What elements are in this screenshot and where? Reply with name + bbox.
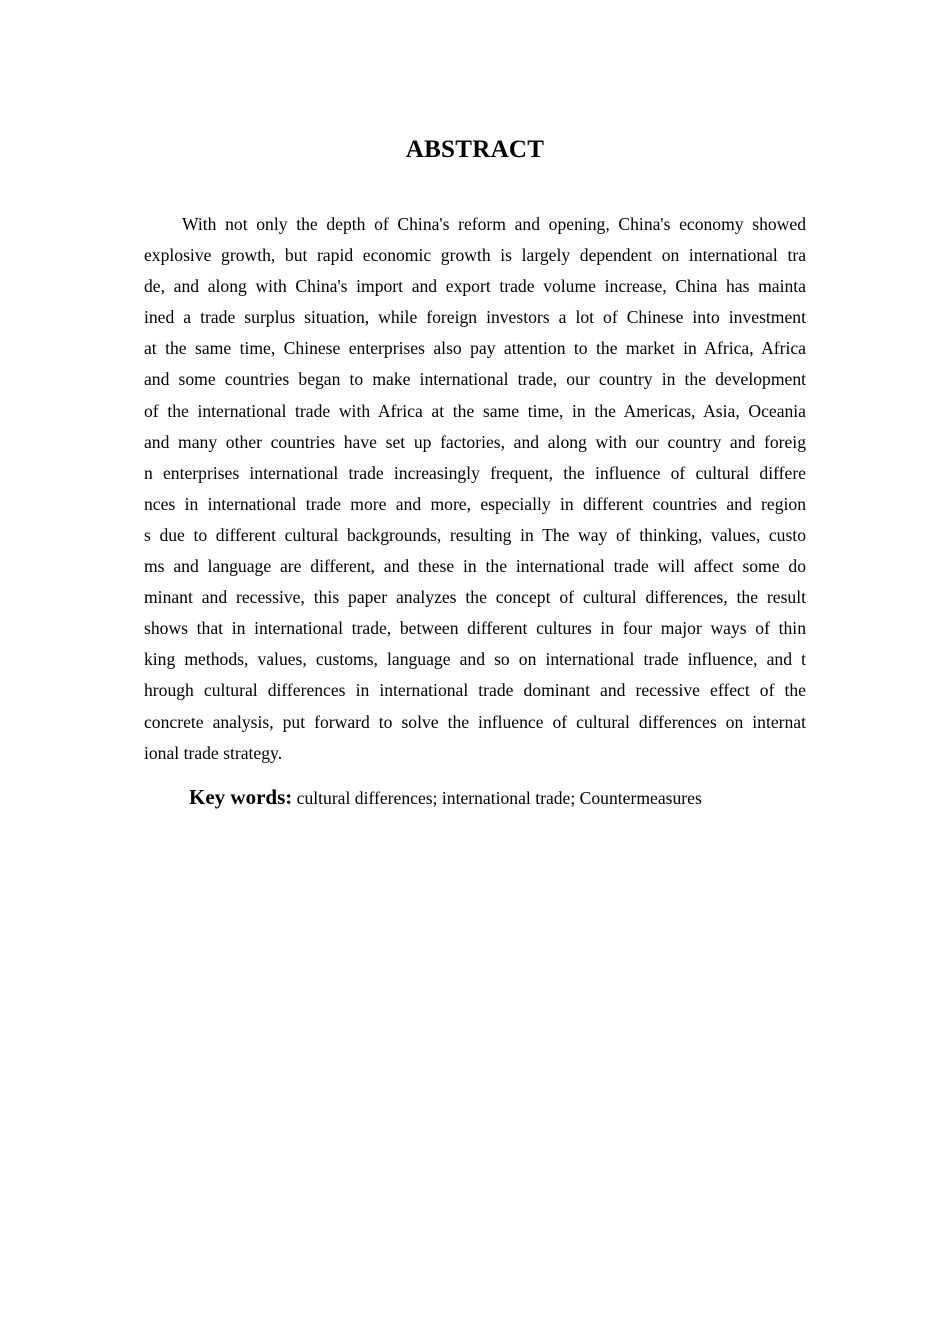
- abstract-line: explosive growth, but rapid economic growth is largely dependent on international tra: [144, 245, 806, 266]
- abstract-line: ional trade strategy.: [144, 742, 283, 763]
- abstract-line: With not only the depth of China's reform and opening, China's economy showed: [182, 214, 806, 234]
- abstract-line: shows that in international trade, between different cultures in four major ways of thin: [144, 618, 806, 639]
- keywords-label: Key words:: [189, 785, 293, 809]
- abstract-line: de, and along with China's import and export trade volume increase, China has mainta: [144, 276, 806, 297]
- abstract-line: king methods, values, customs, language and so on international trade influence, and t: [144, 649, 806, 670]
- keywords-text: cultural differences; international trade; Countermeasures: [292, 788, 702, 808]
- abstract-line: hrough cultural differences in international trade dominant and recessive effect of the: [144, 680, 806, 701]
- abstract-line: concrete analysis, put forward to solve the influence of cultural differences on internat: [144, 711, 806, 732]
- abstract-line: ms and language are different, and these in the international trade will affect some do: [144, 556, 806, 577]
- abstract-line: minant and recessive, this paper analyzes the concept of cultural differences, the result: [144, 587, 806, 608]
- abstract-line: ined a trade surplus situation, while foreign investors a lot of Chinese into investment: [144, 307, 806, 328]
- keywords: [189, 781, 702, 816]
- abstract-line: nces in international trade more and more, especially in different countries and region: [144, 493, 806, 514]
- abstract-line: and some countries began to make international trade, our country in the development: [144, 369, 806, 390]
- abstract-line: n enterprises international trade increasingly frequent, the influence of cultural differe: [144, 462, 806, 483]
- abstract-line: of the international trade with Africa at the same time, in the Americas, Asia, Oceania: [144, 400, 806, 421]
- abstract-line: and many other countries have set up factories, and along with our country and foreig: [144, 431, 806, 452]
- abstract-line: s due to different cultural backgrounds, resulting in The way of thinking, values, custo: [144, 524, 806, 545]
- abstract-body: [144, 209, 806, 769]
- abstract-line: at the same time, Chinese enterprises also pay attention to the market in Africa, Africa: [144, 338, 806, 359]
- abstract-title: ABSTRACT: [405, 136, 545, 163]
